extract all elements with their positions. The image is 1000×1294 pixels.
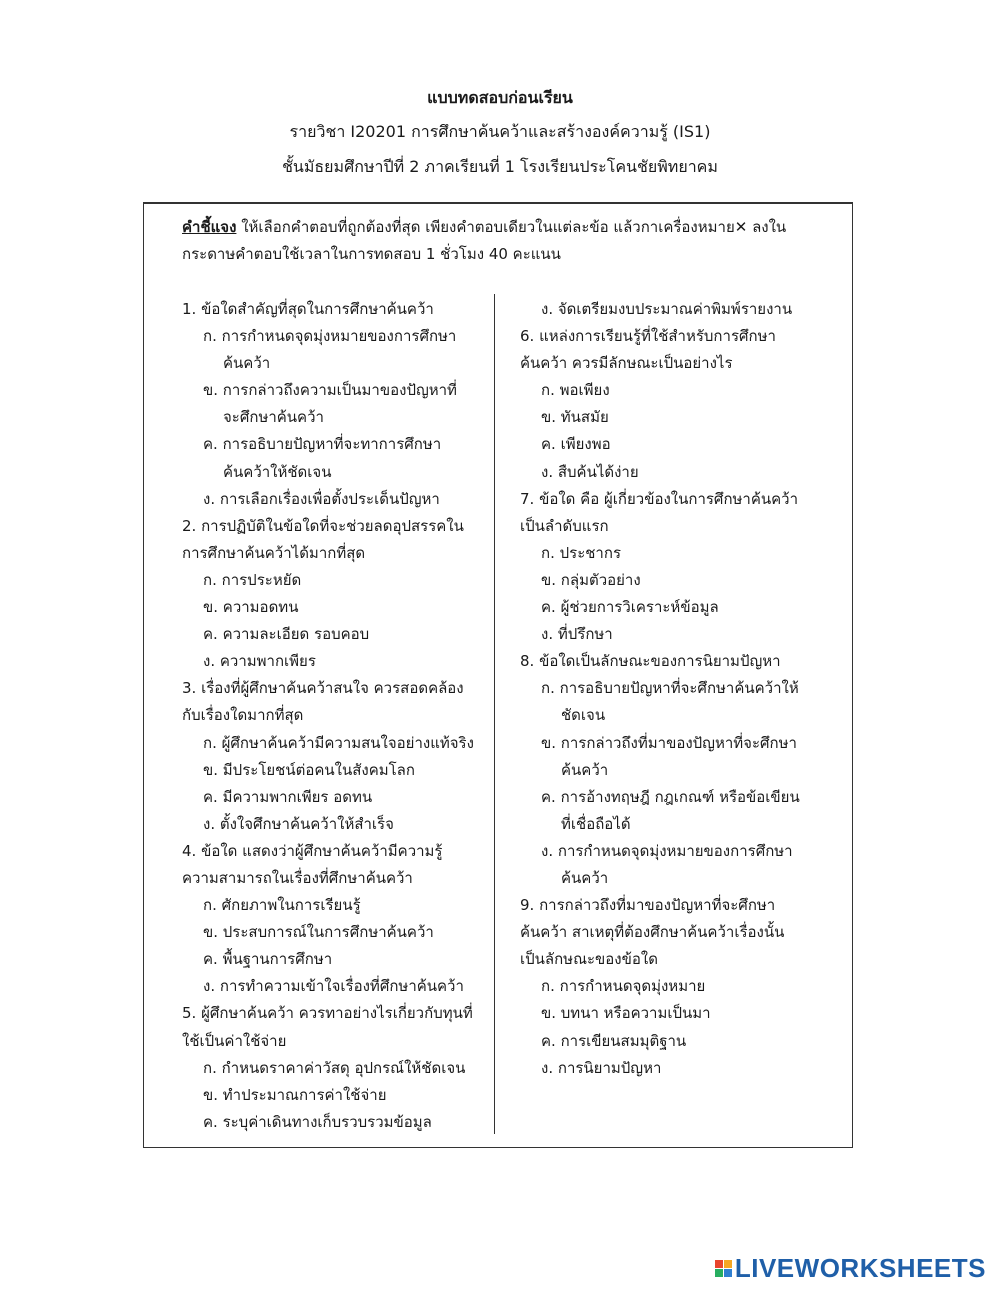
- choice-line: ค. การอ้างทฤษฎี กฎเกณฑ์ หรือข้อเขียน: [541, 787, 800, 806]
- choice-line: ข. การกล่าวถึงที่มาของปัญหาที่จะศึกษา: [541, 733, 797, 752]
- choice-line: ค. ความละเอียด รอบคอบ: [203, 625, 370, 644]
- instructions-text-part2: ลงใน: [747, 218, 787, 236]
- choice-line: ข. กลุ่มตัวอย่าง: [541, 570, 641, 589]
- choice-line: ข. ทำประมาณการค่าใช้จ่าย: [203, 1085, 387, 1104]
- question-line: 4. ข้อใด แสดงว่าผู้ศึกษาค้นคว้ามีความรู้: [182, 841, 443, 860]
- question-line: กับเรื่องใดมากที่สุด: [182, 706, 304, 725]
- question-line: การศึกษาค้นคว้าได้มากที่สุด: [182, 543, 366, 562]
- choice-line: ค. ผู้ช่วยการวิเคราะห์ข้อมูล: [541, 598, 719, 617]
- logo-square: [715, 1269, 723, 1277]
- instructions: [182, 214, 822, 268]
- instructions-line-1: [182, 214, 822, 241]
- question-line: เป็นลำดับแรก: [520, 516, 609, 535]
- question-sheet: [143, 202, 853, 1148]
- choice-line: ค. เพียงพอ: [541, 435, 611, 454]
- choice-line: ก. การกำหนดจุดมุ่งหมาย: [541, 977, 706, 996]
- choice-line: ข. การกล่าวถึงความเป็นมาของปัญหาที่: [203, 381, 457, 400]
- page-title: แบบทดสอบก่อนเรียน: [427, 88, 573, 107]
- question-line: 1. ข้อใดสำคัญที่สุดในการศึกษาค้นคว้า: [182, 300, 434, 318]
- class-line: ชั้นมัธยมศึกษาปีที่ 2 ภาคเรียนที่ 1 โรงเรียนประโคนชัยพิทยาคม: [282, 157, 718, 176]
- choice-line: ข. มีประโยชน์ต่อคนในสังคมโลก: [203, 760, 415, 779]
- choice-line: ก. การกำหนดจุดมุ่งหมายของการศึกษา: [203, 327, 457, 346]
- choice-line: ก. ผู้ศึกษาค้นคว้ามีความสนใจอย่างแท้จริง: [203, 733, 474, 752]
- question-line: เป็นลักษณะของข้อใด: [520, 950, 658, 969]
- choice-continuation: ค้นคว้า: [561, 760, 609, 779]
- choice-line: ข. ทันสมัย: [541, 408, 609, 427]
- choice-line: ง. สืบค้นได้ง่าย: [541, 462, 639, 481]
- choice-line: ง. การทำความเข้าใจเรื่องที่ศึกษาค้นคว้า: [203, 977, 464, 996]
- choice-line: ข. ประสบการณ์ในการศึกษาค้นคว้า: [203, 923, 434, 942]
- instructions-line-2: กระดาษคำตอบใช้เวลาในการทดสอบ 1 ชั่วโมง 40 คะแนน: [182, 245, 561, 264]
- choice-line: ค. พื้นฐานการศึกษา: [203, 950, 333, 969]
- logo-square: [724, 1260, 732, 1268]
- instructions-text-part1: ให้เลือกคำตอบที่ถูกต้องที่สุด เพียงคำตอบเดียวในแต่ละข้อ แล้วกาเครื่องหมาย: [236, 218, 735, 236]
- choice-line: ก. การอธิบายปัญหาที่จะศึกษาค้นคว้าให้: [541, 679, 799, 698]
- choice-line: ง. ความพากเพียร: [203, 652, 316, 671]
- choice-continuation: ที่เชื่อถือได้: [561, 814, 631, 833]
- choice-continuation: จะศึกษาค้นคว้า: [223, 408, 324, 427]
- question-line: 5. ผู้ศึกษาค้นคว้า ควรทาอย่างไรเกี่ยวกับทุนที่: [182, 1004, 473, 1023]
- brand-text: LIVEWORKSHEETS: [734, 1253, 986, 1283]
- left-question-column: [182, 296, 492, 1136]
- question-line: 9. การกล่าวถึงที่มาของปัญหาที่จะศึกษา: [520, 896, 776, 915]
- choice-line: ค. ระบุค่าเดินทางเก็บรวบรวมข้อมูล: [203, 1112, 432, 1131]
- choice-line: ง. การกำหนดจุดมุ่งหมายของการศึกษา: [541, 841, 793, 860]
- choice-line: ก. การประหยัด: [203, 570, 302, 589]
- choice-line: ค. การเขียนสมมุติฐาน: [541, 1031, 687, 1050]
- choice-line: ข. ความอดทน: [203, 598, 299, 617]
- question-line: 7. ข้อใด คือ ผู้เกี่ยวข้องในการศึกษาค้นคว้า: [520, 489, 799, 508]
- choice-line: ค. การอธิบายปัญหาที่จะทาการศึกษา: [203, 435, 442, 454]
- question-line: ค้นคว้า สาเหตุที่ต้องศึกษาค้นคว้าเรื่องนั้น: [520, 923, 785, 942]
- choice-line: ง. จัดเตรียมงบประมาณค่าพิมพ์รายงาน: [541, 300, 793, 318]
- choice-line: ก. กำหนดราคาค่าวัสดุ อุปกรณ์ให้ชัดเจน: [203, 1058, 466, 1077]
- choice-continuation: ชัดเจน: [561, 706, 606, 725]
- question-line: ความสามารถในเรื่องที่ศึกษาค้นคว้า: [182, 868, 413, 887]
- choice-line: ง. ที่ปรึกษา: [541, 625, 613, 644]
- question-line: ค้นคว้า ควรมีลักษณะเป็นอย่างไร: [520, 354, 733, 373]
- choice-line: ง. การเลือกเรื่องเพื่อตั้งประเด็นปัญหา: [203, 489, 440, 508]
- choice-line: ก. ศักยภาพในการเรียนรู้: [203, 896, 361, 915]
- logo-square: [724, 1269, 732, 1277]
- subject-line: รายวิชา I20201 การศึกษาค้นคว้าและสร้างองค์ความรู้ (IS1): [289, 122, 711, 141]
- x-mark-icon: ✕: [734, 218, 748, 236]
- right-question-column: [520, 296, 830, 1082]
- choice-continuation: ค้นคว้าให้ชัดเจน: [223, 462, 332, 481]
- question-line: ใช้เป็นค่าใช้จ่าย: [182, 1031, 287, 1050]
- choice-line: ข. บทนา หรือความเป็นมา: [541, 1004, 711, 1023]
- choice-line: ก. พอเพียง: [541, 381, 610, 400]
- question-line: 3. เรื่องที่ผู้ศึกษาค้นคว้าสนใจ ควรสอดคล้อง: [182, 679, 464, 698]
- liveworksheets-logo-icon: [715, 1260, 732, 1277]
- question-line: 2. การปฏิบัติในข้อใดที่จะช่วยลดอุปสรรคใน: [182, 516, 464, 535]
- question-line: 6. แหล่งการเรียนรู้ที่ใช้สำหรับการศึกษา: [520, 327, 776, 346]
- choice-line: ง. ตั้งใจศึกษาค้นคว้าให้สำเร็จ: [203, 814, 394, 833]
- choice-line: ค. มีความพากเพียร อดทน: [203, 787, 373, 806]
- choice-line: ง. การนิยามปัญหา: [541, 1058, 662, 1077]
- choice-line: ก. ประชากร: [541, 543, 621, 562]
- instructions-label: คำชี้แจง: [182, 218, 237, 236]
- logo-square: [715, 1260, 723, 1268]
- column-divider: [494, 294, 495, 1134]
- choice-continuation: ค้นคว้า: [223, 354, 271, 373]
- brand-watermark: [715, 1253, 986, 1284]
- question-line: 8. ข้อใดเป็นลักษณะของการนิยามปัญหา: [520, 652, 781, 671]
- choice-continuation: ค้นคว้า: [561, 868, 609, 887]
